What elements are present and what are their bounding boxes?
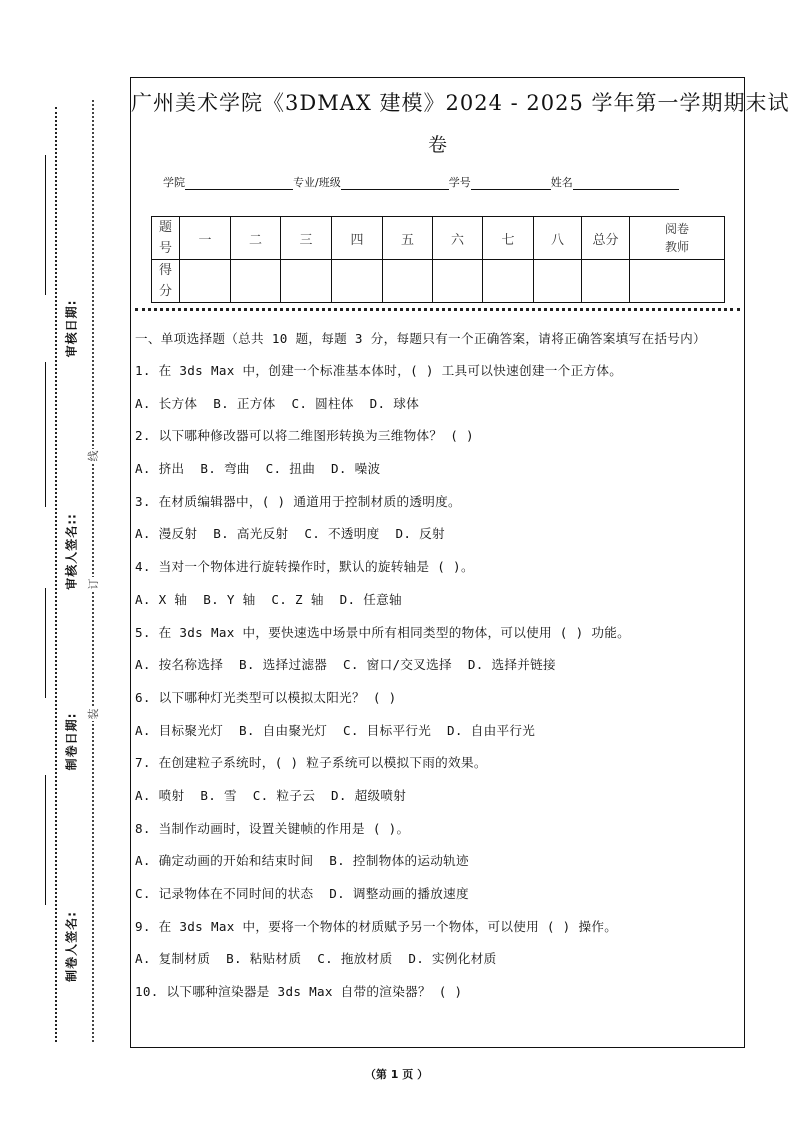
dotted-separator xyxy=(135,308,740,311)
college-field[interactable] xyxy=(185,178,293,190)
option-a: A. X 轴 xyxy=(135,591,188,607)
major-class-field[interactable] xyxy=(341,178,449,190)
option-d: D. 选择并链接 xyxy=(467,657,556,673)
name-field[interactable] xyxy=(573,178,679,190)
seal-dotted-line xyxy=(92,100,94,1042)
option-b: B. 粘贴材质 xyxy=(226,951,302,967)
option-c: C. 扭曲 xyxy=(265,461,316,477)
option-a: A. 喷射 xyxy=(135,787,185,803)
page-number: （第 1 页 ） xyxy=(364,1068,429,1081)
option-a: A. 目标聚光灯 xyxy=(135,722,224,738)
header-char: 分 xyxy=(158,284,172,299)
option-c: C. 圆柱体 xyxy=(291,395,354,411)
option-b: B. 控制物体的运动轨迹 xyxy=(329,853,469,869)
option-b: B. 自由聚光灯 xyxy=(239,722,328,738)
option-c: C. 目标平行光 xyxy=(343,722,432,738)
option-a: A. 长方体 xyxy=(135,395,198,411)
options-6 xyxy=(135,720,738,753)
option-d: D. 超级喷射 xyxy=(330,787,407,803)
option-c: C. 拖放材质 xyxy=(317,951,393,967)
compiler-signature-label: 制卷人签名: xyxy=(64,911,79,982)
reviewer-signature-label: 审核人签名:: xyxy=(64,513,79,590)
inner-dotted-line xyxy=(55,107,57,1042)
score-cell-2[interactable] xyxy=(231,260,281,303)
student-id-field[interactable] xyxy=(471,178,551,190)
section-heading: 一、单项选择题（总共 10 题，每题 3 分，每题只有一个正确答案，请将正确答案填写在括号内） xyxy=(135,331,706,346)
option-b: B. 弯曲 xyxy=(200,461,250,477)
options-1 xyxy=(135,393,738,426)
score-cell-8[interactable] xyxy=(534,260,582,303)
major-class-label: 专业/班级 xyxy=(293,176,341,189)
compiler-signature-line[interactable] xyxy=(45,775,46,905)
question-6: 6. 以下哪种灯光类型可以模拟太阳光？ ( ) xyxy=(135,689,397,705)
options-8-line-2 xyxy=(135,883,738,916)
option-d: D. 噪波 xyxy=(330,461,381,477)
option-d: D. 任意轴 xyxy=(339,591,402,607)
col-header-7: 七 xyxy=(483,217,534,260)
header-char: 题 xyxy=(158,220,172,235)
question-1: 1. 在 3ds Max 中，创建一个标准基本体时，( ) 工具可以快速创建一个正方体。 xyxy=(135,363,623,378)
score-cell-3[interactable] xyxy=(281,260,332,303)
col-header-6: 六 xyxy=(433,217,483,260)
question-4: 4. 当对一个物体进行旋转操作时，默认的旋转轴是 ( )。 xyxy=(135,559,474,575)
options-2 xyxy=(135,458,738,491)
exam-paper xyxy=(130,77,790,1048)
review-date-label: 审核日期: xyxy=(64,299,79,358)
score-cell-4[interactable] xyxy=(332,260,383,303)
option-a: A. 挤出 xyxy=(135,461,185,477)
option-c: C. 窗口/交叉选择 xyxy=(343,657,452,673)
col-header-4: 四 xyxy=(332,217,383,260)
question-2: 2. 以下哪种修改器可以将二维图形转换为三维物体？ ( ) xyxy=(135,428,474,444)
options-8-line-1 xyxy=(135,850,738,883)
options-7 xyxy=(135,785,738,818)
score-cell-1[interactable] xyxy=(180,260,231,303)
col-header-total: 总分 xyxy=(582,217,630,260)
cut-mark-ding: 订 xyxy=(87,578,100,590)
reviewer-signature-line[interactable] xyxy=(45,362,46,507)
header-char: 阅卷 xyxy=(664,222,689,236)
option-d: D. 自由平行光 xyxy=(447,722,536,738)
option-c: C. Z 轴 xyxy=(271,591,324,607)
option-c: C. 不透明度 xyxy=(304,526,380,542)
score-cell-5[interactable] xyxy=(383,260,433,303)
col-header-grader xyxy=(630,217,725,260)
score-cell-6[interactable] xyxy=(433,260,483,303)
option-d: D. 实例化材质 xyxy=(408,951,497,967)
header-char: 得 xyxy=(158,263,172,278)
compile-date-label: 制卷日期: xyxy=(64,712,79,771)
question-5: 5. 在 3ds Max 中，要快速选中场景中所有相同类型的物体，可以使用 ( ) 功能。 xyxy=(135,624,631,640)
col-header-1: 一 xyxy=(180,217,231,260)
option-b: B. 选择过滤器 xyxy=(239,657,328,673)
option-d: D. 调整动画的播放速度 xyxy=(329,886,469,901)
option-a: A. 复制材质 xyxy=(135,951,211,967)
exam-title-continued: 卷 xyxy=(427,134,447,156)
score-cell-7[interactable] xyxy=(483,260,534,303)
col-header-2: 二 xyxy=(231,217,281,260)
option-b: B. Y 轴 xyxy=(203,591,256,607)
compile-date-line[interactable] xyxy=(45,588,46,698)
cut-mark-xian: 线 xyxy=(87,450,100,462)
col-header-3: 三 xyxy=(281,217,332,260)
exam-title: 广州美术学院《3DMAX 建模》2024 - 2025 学年第一学期期末试 xyxy=(131,91,790,115)
option-d: D. 球体 xyxy=(369,395,420,411)
header-char: 教师 xyxy=(664,240,689,254)
option-b: B. 雪 xyxy=(200,787,237,803)
question-9: 9. 在 3ds Max 中，要将一个物体的材质赋予另一个物体，可以使用 ( ) 操作。 xyxy=(135,918,618,934)
score-row xyxy=(152,260,725,303)
options-5 xyxy=(135,654,738,687)
cut-mark-zhuang: 装 xyxy=(87,708,100,720)
option-d: D. 反射 xyxy=(395,526,445,542)
option-b: B. 高光反射 xyxy=(213,526,289,542)
option-a: A. 漫反射 xyxy=(135,526,198,542)
question-8: 8. 当制作动画时，设置关键帧的作用是 ( )。 xyxy=(135,820,410,836)
header-char: 号 xyxy=(158,241,172,256)
score-table xyxy=(151,216,725,303)
options-3 xyxy=(135,523,738,556)
option-b: B. 正方体 xyxy=(213,395,276,411)
question-7: 7. 在创建粒子系统时，( ) 粒子系统可以模拟下雨的效果。 xyxy=(135,755,487,771)
col-header-8: 八 xyxy=(534,217,582,260)
score-cell-grader[interactable] xyxy=(630,260,725,303)
option-c: C. 记录物体在不同时间的状态 xyxy=(135,886,314,901)
option-a: A. 按名称选择 xyxy=(135,657,224,673)
col-header-5: 五 xyxy=(383,217,433,260)
option-a: A. 确定动画的开始和结束时间 xyxy=(135,853,314,869)
options-4 xyxy=(135,589,738,622)
score-cell-total[interactable] xyxy=(582,260,630,303)
student-id-label: 学号 xyxy=(448,176,471,189)
question-3: 3. 在材质编辑器中，( ) 通道用于控制材质的透明度。 xyxy=(135,493,461,509)
exam-body xyxy=(135,328,738,1014)
question-10: 10. 以下哪种渲染器是 3ds Max 自带的渲染器？ ( ) xyxy=(135,984,463,1000)
college-label: 学院 xyxy=(163,176,185,189)
name-label: 姓名 xyxy=(550,176,573,189)
score-header xyxy=(152,260,180,303)
question-number-header xyxy=(152,217,180,260)
options-9 xyxy=(135,948,738,981)
binding-margin xyxy=(0,0,125,1122)
student-info-row xyxy=(163,174,679,190)
review-date-line[interactable] xyxy=(45,155,46,295)
question-number-row xyxy=(152,217,725,260)
option-c: C. 粒子云 xyxy=(252,787,316,803)
